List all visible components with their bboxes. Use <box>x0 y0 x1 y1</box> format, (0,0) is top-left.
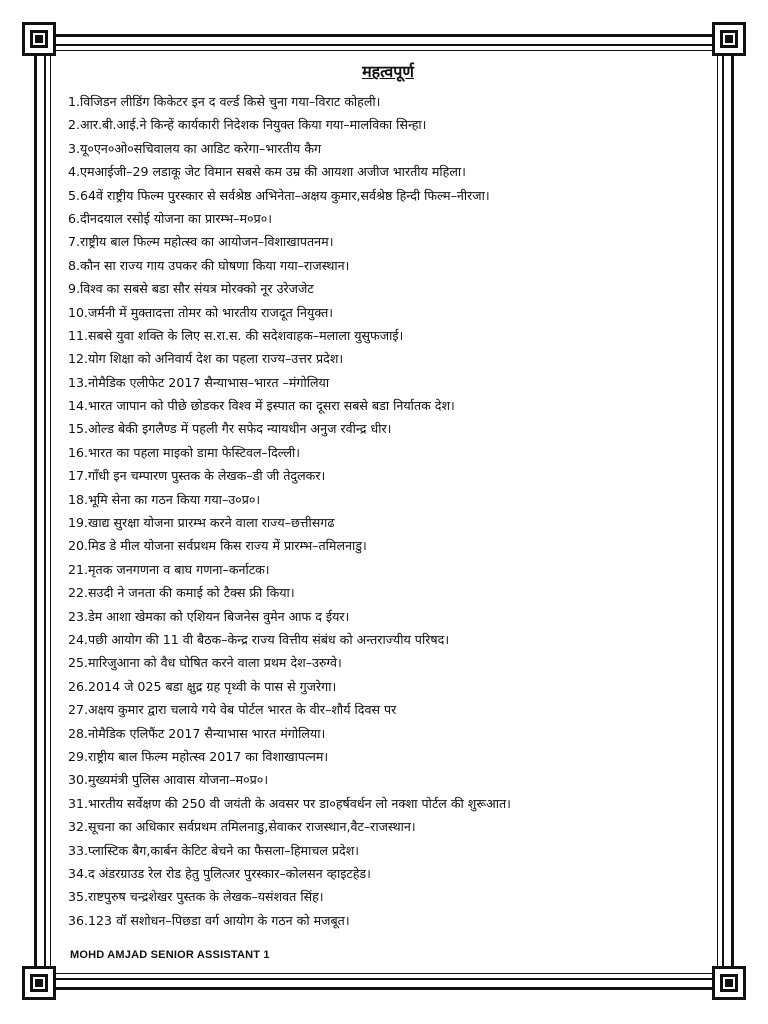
list-item: 12.योग शिक्षा को अनिवार्य देश का पहला राज्य–उत्तर प्रदेश। <box>68 351 344 367</box>
list-item: 13.नोमैडिक एलीफेट 2017 सैन्याभास–भारत –मंगोलिया <box>68 374 330 390</box>
list-item: 23.डेम आशा खेमका को एशियन बिजनेस वुमेन आफ द ईयर। <box>68 608 350 624</box>
list-item: 16.भारत का पहला माइको डामा फेस्टिवल–दिल्ली। <box>68 444 301 460</box>
corner-ornament-bottom-right <box>712 966 746 1000</box>
page-title: महत्वपूर्ण <box>362 62 414 81</box>
list-item: 32.सूचना का अधिकार सर्वप्रथम तमिलनाडु,सेवाकर राजस्थान,वैट–राजस्थान। <box>68 819 416 835</box>
list-item: 29.राष्ट्रीय बाल फिल्म महोत्स्व 2017 का विशाखापत्नम। <box>68 748 329 764</box>
corner-ornament-top-right <box>712 22 746 56</box>
list-item: 22.सउदी ने जनता की कमाई को टैक्स फ्री किया। <box>68 585 295 601</box>
list-item: 24.पछी आयोग की 11 वी बैठक–केन्द्र राज्य वित्तीय संबंध को अन्तराज्यीय परिषद। <box>68 631 450 647</box>
list-item: 25.मारिजुआना को वैध घोषित करने वाला प्रथम देश–उरुग्वे। <box>68 655 342 671</box>
list-item: 34.द अंडरग्राउड रेल रोड हेतु पुलित्जर पुरस्कार–कोलसन व्हाइटहेड। <box>68 865 371 881</box>
list-item: 11.सबसे युवा शक्ति के लिए स.रा.स. की सदेशवाहक–मलाला युसुफजाई। <box>68 327 404 343</box>
list-item: 26.2014 जे 025 बडा क्षुद्र ग्रह पृथ्वी के पास से गुजरेगा। <box>68 678 337 694</box>
list-item: 2.आर.बी.आई.ने किन्हें कार्यकारी निदेशक नियुक्त किया गया–मालविका सिन्हा। <box>68 117 427 133</box>
footer-author: MOHD AMJAD SENIOR ASSISTANT 1 <box>70 949 270 961</box>
page-content <box>68 60 708 932</box>
list-item: 8.कौन सा राज्य गाय उपकर की घोषणा किया गया–राजस्थान। <box>68 257 350 273</box>
list-item: 30.मुख्यमंत्री पुलिस आवास योजना–म०प्र०। <box>68 772 269 788</box>
list-item: 5.64वें राष्ट्रीय फिल्म पुरस्कार से सर्वश्रेष्ठ अभिनेता–अक्षय कुमार,सर्वश्रेष्ठ हिन्दी फिल्म–नीरजा। <box>68 187 490 203</box>
list-item: 21.मृतक जनगणना व बाघ गणना–कर्नाटक। <box>68 561 270 577</box>
list-item: 35.राष्टपुरुष चन्द्रशेखर पुस्तक के लेखक–यसंशवत सिंह। <box>68 889 324 905</box>
list-item: 18.भूमि सेना का गठन किया गया–उ०प्र०। <box>68 491 261 507</box>
list-item: 33.प्लास्टिक बैग,कार्बन केटिट बेचने का फैसला–हिमाचल प्रदेश। <box>68 842 360 858</box>
list-item: 36.123 वॉ सशोधन–पिछडा वर्ग आयोग के गठन को मजबूत। <box>68 912 350 928</box>
list-item: 1.विजिडन लीडिंग किकेटर इन द वर्ल्ड किसे चुना गया–विराट कोहली। <box>68 94 381 109</box>
list-item: 3.यू०एन०ओ०सचिवालय का आडिट करेगा–भारतीय कैग <box>68 140 322 156</box>
list-item: 20.मिड डे मील योजना सर्वप्रथम किस राज्य में प्रारम्भ–तमिलनाडु। <box>68 538 367 554</box>
list-item: 27.अक्षय कुमार द्वारा चलाये गये वेब पोर्टल भारत के वीर–शौर्य दिवस पर <box>68 702 397 718</box>
corner-ornament-bottom-left <box>22 966 56 1000</box>
list-item: 19.खाद्य सुरक्षा योजना प्रारम्भ करने वाला राज्य–छत्तीसगढ <box>68 515 335 531</box>
list-item: 17.गाँधी इन चम्पारण पुस्तक के लेखक–डी जी तेदुलकर। <box>68 468 326 484</box>
list-item: 15.ओल्ड बेकी इगलैण्ड में पहली गैर सफेद न्यायधीन अनुज रवीन्द्र धीर। <box>68 421 392 437</box>
corner-ornament-top-left <box>22 22 56 56</box>
list-item: 28.नोमैडिक एलिफैंट 2017 सैन्याभास भारत मंगोलिया। <box>68 725 326 741</box>
list-item: 31.भारतीय सर्वेक्षण की 250 वी जयंती के अवसर पर डा०हर्षवर्धन लो नक्शा पोर्टल की शुरूआत। <box>68 795 511 811</box>
list-item: 6.दीनदयाल रसोई योजना का प्रारम्भ–म०प्र०। <box>68 210 273 226</box>
list-item: 14.भारत जापान को पीछे छोडकर विश्व में इस्पात का दूसरा सबसे बडा निर्यातक देश। <box>68 398 455 414</box>
list-item: 7.राष्ट्रीय बाल फिल्म महोत्स्व का आयोजन–विशाखापतनम। <box>68 234 334 250</box>
list-item: 9.विश्व का सबसे बडा सौर संयत्र मोरक्को नूर उरेजजेट <box>68 281 314 297</box>
list-item: 10.जर्मनी में मुक्तादत्ता तोमर को भारतीय राजदूत नियुक्त। <box>68 304 334 320</box>
list-item: 4.एमआईजी–29 लडाकू जेट विमान सबसे कम उम्र की आयशा अजीज भारतीय महिला। <box>68 164 466 180</box>
facts-list <box>68 90 708 932</box>
